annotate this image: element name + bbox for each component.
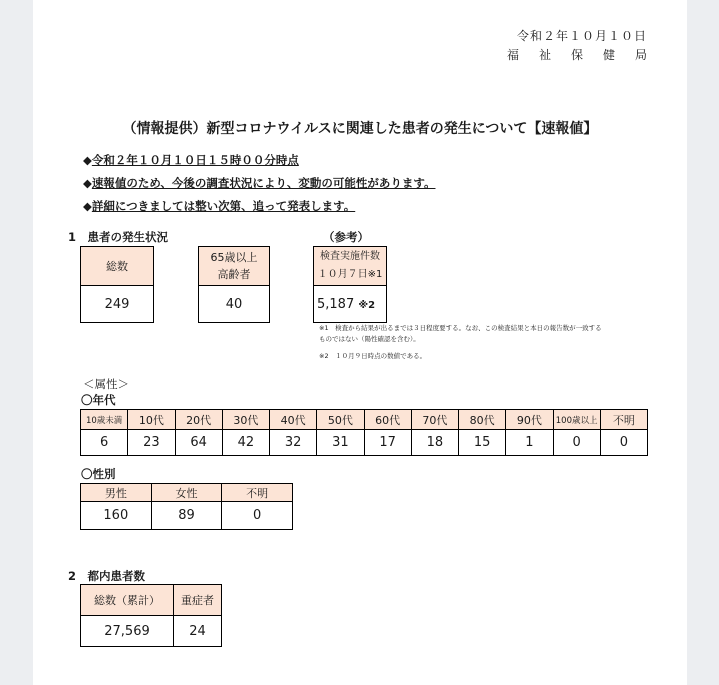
footnote-2: ※2 １０月９日時点の数値である。 [319, 352, 427, 360]
elderly-value: 40 [199, 286, 270, 323]
age_groups-label-cell: 20代 [175, 410, 222, 430]
dept-char: 局 [634, 48, 647, 62]
note-item [83, 152, 299, 168]
dept-char: 保 [570, 48, 583, 62]
age-header-row [81, 410, 648, 430]
severe-label: 重症者 [174, 585, 222, 616]
note-item [83, 175, 435, 191]
footnote-line: ※1 検査から結果が出るまでは３日程度要する。なお、この検査結果と本日の報告数が一致する [319, 324, 602, 332]
bullet-icon: ◆ [83, 176, 92, 190]
sex_groups-label-cell: 男性 [81, 484, 152, 502]
age_groups-label-cell: 40代 [270, 410, 317, 430]
elderly-label-line: 高齢者 [217, 268, 251, 281]
document-title: （情報提供）新型コロナウイルスに関連した患者の発生について【速報値】 [122, 121, 598, 137]
total-table [80, 246, 154, 323]
tests-label-line: 検査実施件数 [320, 251, 380, 262]
sex-heading: 〇性別 [81, 467, 116, 481]
dept-char: 福 [507, 48, 520, 62]
note-item [83, 198, 355, 214]
department-name [507, 46, 647, 63]
age_groups-value-cell: 17 [364, 430, 411, 456]
age_groups-value-cell: 15 [459, 430, 506, 456]
dept-char: 祉 [538, 48, 551, 62]
age_groups-value-cell: 1 [506, 430, 553, 456]
note-text: 詳細につきましては整い次第、追って発表します。 [91, 199, 356, 213]
note-text: 令和２年１０月１０日１５時００分時点 [91, 153, 299, 167]
age_groups-label-cell: 90代 [506, 410, 553, 430]
age-heading: 〇年代 [81, 393, 116, 407]
severe-value: 24 [174, 616, 222, 647]
total-label: 総数 [81, 247, 154, 286]
age_groups-value-cell: 42 [222, 430, 269, 456]
total-value: 249 [81, 286, 154, 323]
sex-table [80, 483, 293, 530]
dept-char: 健 [602, 48, 615, 62]
cumulative-value: 27,569 [81, 616, 174, 647]
bullet-icon: ◆ [83, 153, 92, 167]
document-page [33, 0, 687, 685]
section2-heading: 2 都内患者数 [68, 569, 146, 583]
elderly-table [198, 246, 270, 323]
age_groups-value-cell: 0 [600, 430, 647, 456]
tests-mark: ※2 [358, 299, 376, 311]
elderly-label [199, 247, 270, 286]
sex_groups-value-cell: 160 [81, 502, 152, 530]
age_groups-value-cell: 23 [128, 430, 175, 456]
age_groups-label-cell: 10代 [128, 410, 175, 430]
age-table [80, 409, 648, 456]
age_groups-value-cell: 31 [317, 430, 364, 456]
age_groups-value-cell: 18 [411, 430, 458, 456]
section1-heading: 1 患者の発生状況 [68, 230, 169, 244]
attributes-heading: ＜属性＞ [83, 377, 129, 391]
note-text: 速報値のため、今後の調査状況により、変動の可能性があります。 [91, 176, 436, 190]
age_groups-label-cell: 100歳以上 [553, 410, 600, 430]
elderly-label-line: 65歳以上 [210, 251, 258, 264]
sex-value-row [81, 502, 293, 530]
sex-header-row [81, 484, 293, 502]
tests-label [314, 247, 387, 286]
age_groups-label-cell: 60代 [364, 410, 411, 430]
age_groups-label-cell: 80代 [459, 410, 506, 430]
sex_groups-label-cell: 女性 [151, 484, 222, 502]
footnote-1 [319, 323, 649, 345]
age_groups-value-cell: 64 [175, 430, 222, 456]
age_groups-label-cell: 30代 [222, 410, 269, 430]
reference-heading: （参考） [323, 230, 369, 244]
report-date: 令和２年１０月１０日 [516, 29, 647, 43]
age_groups-label-cell: 不明 [600, 410, 647, 430]
age_groups-value-cell: 0 [553, 430, 600, 456]
sex_groups-value-cell: 89 [151, 502, 222, 530]
sex_groups-label-cell: 不明 [222, 484, 293, 502]
sex_groups-value-cell: 0 [222, 502, 293, 530]
tests-label-line: １０月７日※1 [317, 269, 383, 280]
bullet-icon: ◆ [83, 199, 92, 213]
age_groups-value-cell: 32 [270, 430, 317, 456]
tokyo-cases-table [80, 584, 222, 647]
age_groups-label-cell: 10歳未満 [81, 410, 128, 430]
age-value-row [81, 430, 648, 456]
age_groups-label-cell: 50代 [317, 410, 364, 430]
age_groups-value-cell: 6 [81, 430, 128, 456]
tests-value: 5,187 [317, 296, 355, 312]
footnote-line: ものではない（陽性確認を含む）。 [319, 335, 420, 343]
cumulative-label: 総数（累計） [81, 585, 174, 616]
tests-table [313, 246, 387, 323]
age_groups-label-cell: 70代 [411, 410, 458, 430]
tests-value-cell [314, 286, 387, 323]
